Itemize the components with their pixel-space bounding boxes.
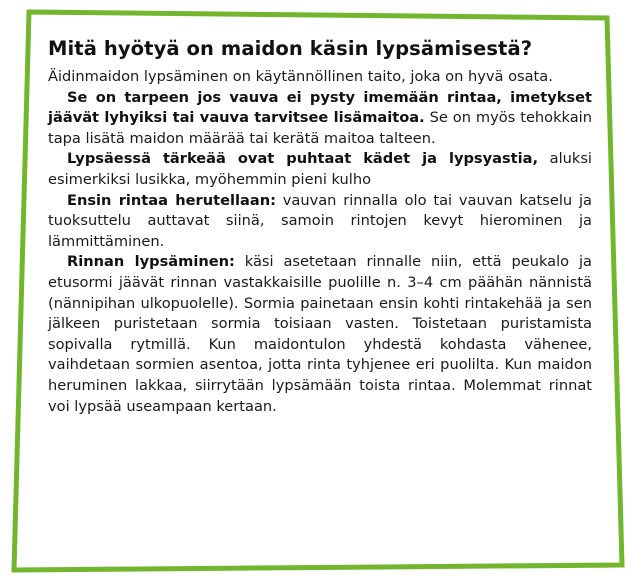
- paragraph-text: käsi asetetaan rinnalle niin, että peukalo ja etusormi jäävät rinnan vastakkaisille puolille n. 3–4 cm päähän nännistä (nännipihan ulkopuolelle). Sormia painetaan ensin kohti rintakehää ja sen jälkeen puristetaan sormia toisiaan vasten. Toistetaan puristamista sopivalla rytmillä. Kun maidontulon yhdestä kohdasta vähenee, vaihdetaan sormien asentoa, jotta rinta tyhjenee eri puolilta. Kun maidon heruminen lakkaa, siirrytään lypsämään toista rintaa. Molemmat rinnat voi lypsää useampaan kertaan.: [48, 253, 592, 415]
- paragraph-lead: Lypsäessä tärkeää ovat puhtaat kädet ja lypsyastia,: [67, 150, 539, 168]
- paragraph-lead: Ensin rintaa herutellaan:: [67, 191, 276, 209]
- paragraph-hygiene: [48, 149, 592, 190]
- paragraph-intro: [48, 67, 592, 88]
- paragraph-text: aluksi esimerkiksi lusikka, myöhemmin pieni kulho: [48, 150, 592, 188]
- box-title: Mitä hyötyä on maidon käsin lypsämisestä?: [48, 37, 533, 60]
- paragraph-text: vauvan rinnalla olo tai vauvan katselu ja tuoksuttelu auttavat siinä, samoin rintojen kevyt hierominen ja lämmittäminen.: [48, 191, 592, 250]
- paragraph-stimulation: [48, 191, 592, 253]
- paragraph-lead: Rinnan lypsäminen:: [67, 253, 235, 271]
- paragraph-lead: Se on tarpeen jos vauva ei pysty imemään rintaa, imetykset jäävät lyhyiksi tai vauva tarvitsee lisämaitoa.: [48, 88, 592, 127]
- paragraph-technique: [48, 252, 592, 417]
- info-box: [48, 36, 592, 417]
- paragraph-need: [48, 88, 592, 150]
- paragraph-text: Äidinmaidon lypsäminen on käytännöllinen taito, joka on hyvä osata.: [48, 68, 553, 85]
- paragraph-text: Se on myös tehokkain tapa lisätä maidon määrää tai kerätä maitoa talteen.: [48, 109, 592, 147]
